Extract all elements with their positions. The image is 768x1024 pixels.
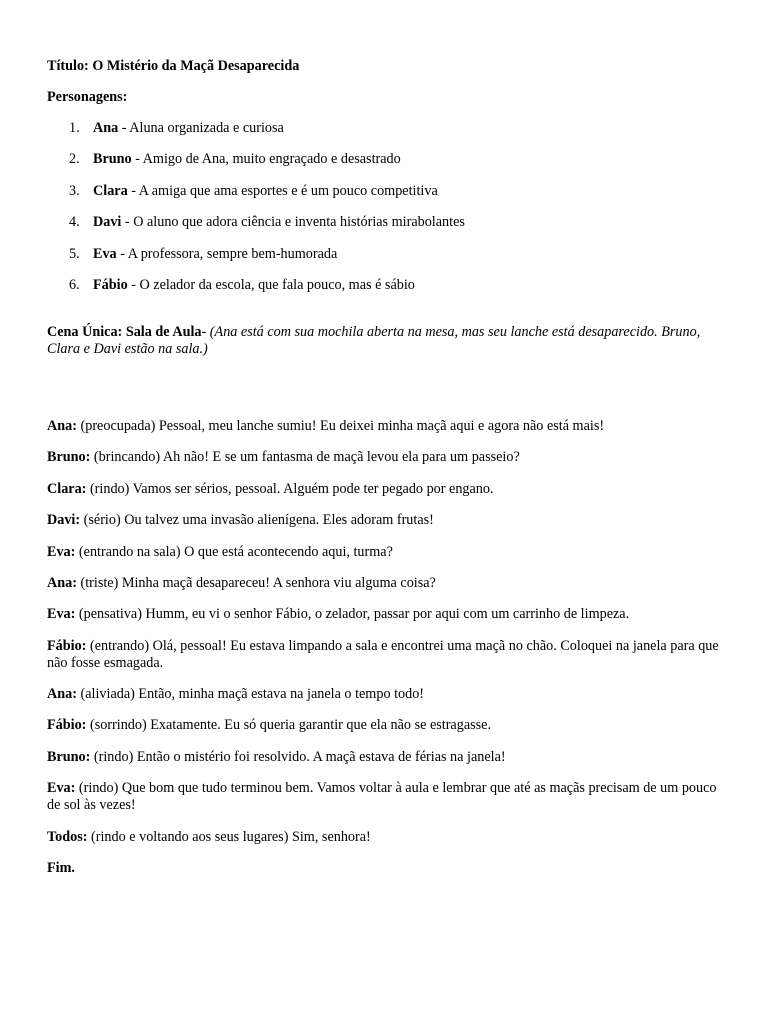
dialogue-text: (preocupada) Pessoal, meu lanche sumiu! Eu deixei minha maçã aqui e agora não está mais! [76, 417, 605, 434]
dialogue-text: (triste) Minha maçã desapareceu! A senhora viu alguma coisa? [76, 574, 436, 591]
end-text: Fim. [47, 860, 75, 877]
character-description: - Amigo de Ana, muito engraçado e desastrado [131, 151, 401, 168]
character-name: Davi [93, 214, 122, 231]
character-item [47, 183, 727, 200]
end-marker [47, 860, 727, 877]
dialogue-line [47, 717, 727, 734]
characters-heading: Personagens: [47, 89, 128, 105]
character-name: Bruno [93, 151, 132, 168]
dialogue-text: (rindo e voltando aos seus lugares) Sim, senhora! [87, 828, 371, 845]
dialogue-line [47, 686, 727, 703]
speaker-name: Bruno: [47, 748, 91, 765]
dialogue-text: (entrando na sala) O que está acontecendo aqui, turma? [75, 543, 393, 560]
dialogue-text: (brincando) Ah não! E se um fantasma de maçã levou ela para um passeio? [90, 449, 520, 466]
list-number: 3. [69, 182, 80, 199]
scene-intro [47, 324, 727, 358]
dialogue-text: (sério) Ou talvez uma invasão alienígena. Eles adoram frutas! [80, 512, 434, 529]
character-description: - A professora, sempre bem-humorada [116, 245, 338, 262]
list-number: 4. [69, 214, 80, 231]
dialogue-line [47, 449, 727, 466]
speaker-name: Fábio: [47, 637, 87, 654]
dialogue-text: (pensativa) Humm, eu vi o senhor Fábio, o zelador, passar por aqui com um carrinho de limpeza. [75, 606, 630, 623]
dialogue-line [47, 512, 727, 529]
dialogue-line [47, 780, 727, 814]
speaker-name: Bruno: [47, 449, 91, 466]
list-number: 2. [69, 151, 80, 168]
dialogue-text: (rindo) Vamos ser sérios, pessoal. Alguém pode ter pegado por engano. [86, 480, 494, 497]
dialogue-line [47, 749, 727, 766]
list-number: 6. [69, 276, 80, 293]
character-description: - A amiga que ama esportes e é um pouco competitiva [127, 182, 438, 199]
scene-dash: - [201, 323, 210, 340]
dialogue-line [47, 418, 727, 435]
character-item [47, 151, 727, 168]
speaker-name: Clara: [47, 480, 87, 497]
stage-direction: (Ana está com sua mochila aberta na mesa, mas seu lanche está desaparecido. Bruno, Clara e Davi estão na sala.) [47, 323, 701, 357]
speaker-name: Fábio: [47, 717, 87, 734]
dialogue-text: (entrando) Olá, pessoal! Eu estava limpando a sala e encontrei uma maçã no chão. Coloquei na janela para que não fosse esmagada. [47, 637, 719, 671]
dialogue-text: (rindo) Então o mistério foi resolvido. A maçã estava de férias na janela! [90, 748, 506, 765]
character-item [47, 214, 727, 231]
speaker-name: Ana: [47, 686, 77, 703]
character-item [47, 246, 727, 263]
list-number: 5. [69, 245, 80, 262]
character-description: - Aluna organizada e curiosa [118, 120, 284, 136]
character-description: - O zelador da escola, que fala pouco, mas é sábio [127, 276, 415, 293]
speaker-name: Ana: [47, 574, 77, 591]
speaker-name: Davi: [47, 512, 81, 529]
character-name: Clara [93, 182, 128, 199]
dialogue-line [47, 544, 727, 561]
dialogue-line [47, 575, 727, 592]
dialogue [47, 418, 727, 846]
character-name: Eva [93, 245, 117, 262]
document-page [47, 58, 727, 877]
dialogue-text: (aliviada) Então, minha maçã estava na janela o tempo todo! [76, 686, 425, 703]
dialogue-text: (rindo) Que bom que tudo terminou bem. Vamos voltar à aula e lembrar que até as maçãs precisam de um pouco de sol às vezes! [47, 780, 717, 814]
character-description: - O aluno que adora ciência e inventa histórias mirabolantes [121, 214, 465, 231]
dialogue-line [47, 481, 727, 498]
character-name: Ana [93, 120, 119, 136]
speaker-name: Eva: [47, 543, 76, 560]
scene-heading: Cena Única: Sala de Aula [47, 323, 202, 340]
character-item [47, 120, 727, 137]
list-number: 1. [69, 120, 80, 136]
dialogue-text: (sorrindo) Exatamente. Eu só queria garantir que ela não se estragasse. [86, 717, 492, 734]
character-name: Fábio [93, 276, 128, 293]
dialogue-line [47, 638, 727, 672]
dialogue-line [47, 829, 727, 846]
document-title: Título: O Mistério da Maçã Desaparecida [47, 58, 300, 74]
speaker-name: Todos: [47, 828, 88, 845]
character-item [47, 277, 727, 294]
speaker-name: Eva: [47, 606, 76, 623]
dialogue-line [47, 606, 727, 623]
speaker-name: Eva: [47, 780, 76, 797]
speaker-name: Ana: [47, 417, 77, 434]
characters-list [47, 120, 727, 294]
